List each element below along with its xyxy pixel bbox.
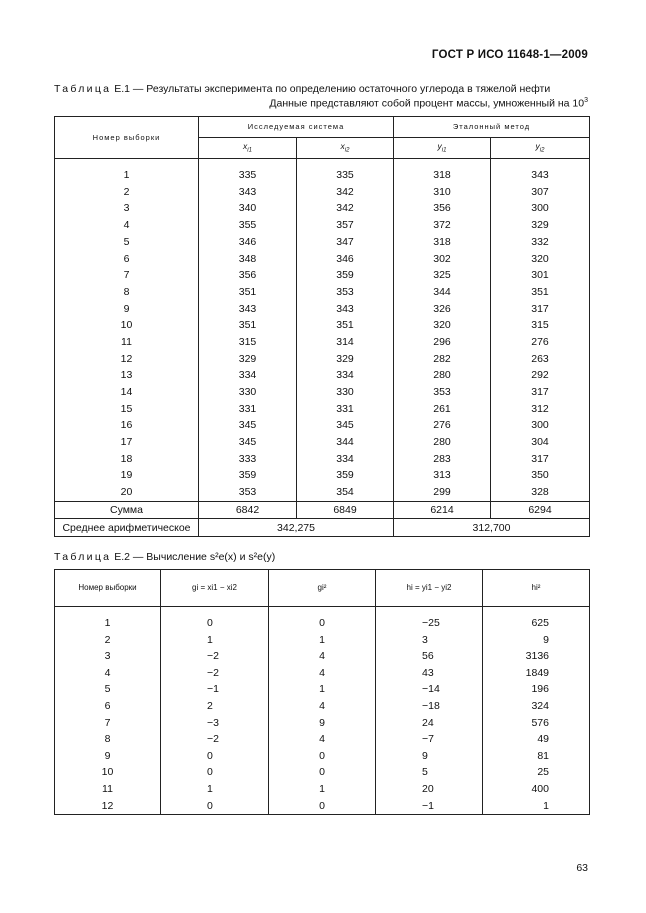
table1-cell: 342: [297, 184, 394, 201]
table2-cell: 625: [483, 615, 590, 632]
table2-sample-number: 3: [55, 648, 161, 665]
table2-cell: 576: [483, 715, 590, 732]
table2-cell: −1: [376, 798, 483, 815]
table1-cell: 330: [199, 384, 297, 401]
table1-cell: 334: [297, 367, 394, 384]
table2-cell: 20: [376, 781, 483, 798]
table-row: [55, 167, 590, 184]
table2-cell: 25: [483, 764, 590, 781]
table1-sample-number: 4: [55, 217, 199, 234]
table2-col-h: hi = yi1 − yi2: [376, 570, 483, 607]
table2-cell: −18: [376, 698, 483, 715]
table2-body: [55, 615, 590, 815]
table1-cell: 353: [394, 384, 491, 401]
table-row: [55, 731, 590, 748]
table2-cell: 81: [483, 748, 590, 765]
table1-cell: 354: [297, 484, 394, 501]
table2-cell: 0: [161, 798, 269, 815]
table1-cell: 334: [297, 451, 394, 468]
table1-cell: 351: [199, 317, 297, 334]
table2-cell: 1: [483, 798, 590, 815]
table1-cell: 315: [491, 317, 590, 334]
table1-cell: 304: [491, 434, 590, 451]
table-row: [55, 234, 590, 251]
table1-cell: 359: [297, 467, 394, 484]
table1-sample-number: 2: [55, 184, 199, 201]
table1-cell: 355: [199, 217, 297, 234]
table-row: [55, 715, 590, 732]
table1-average-reference: 312,700: [394, 519, 590, 537]
table2-cell: 2: [161, 698, 269, 715]
table1-cell: 280: [394, 434, 491, 451]
table-row: [55, 284, 590, 301]
table1-cell: 351: [199, 284, 297, 301]
table-row: [55, 384, 590, 401]
table1-sample-number: 9: [55, 301, 199, 318]
document-id: ГОСТ Р ИСО 11648-1—2009: [431, 49, 588, 61]
table1-group-test-system: Исследуемая система: [199, 117, 394, 138]
table1-cell: 263: [491, 351, 590, 368]
table1-cell: 300: [491, 200, 590, 217]
table-row: [55, 615, 590, 632]
table1-cell: 356: [199, 267, 297, 284]
table1-cell: 326: [394, 301, 491, 318]
table-row: [55, 301, 590, 318]
table2-col-h-squared: hi²: [483, 570, 590, 607]
table1-sample-number: 20: [55, 484, 199, 501]
table1-col-yi1: $y_{i1}$: [394, 138, 491, 159]
table2-cell: 9: [269, 715, 376, 732]
table1-cell: 346: [199, 234, 297, 251]
table1-cell: 343: [199, 301, 297, 318]
table1-cell: 317: [491, 301, 590, 318]
table1-sum-cell: 6214: [394, 501, 491, 519]
table1-cell: 345: [199, 434, 297, 451]
table2-cell: −1: [161, 681, 269, 698]
table1-cell: 353: [199, 484, 297, 501]
table-row: [55, 401, 590, 418]
table1-sample-number: 13: [55, 367, 199, 384]
table-row: [55, 681, 590, 698]
table1-cell: 282: [394, 351, 491, 368]
table2-caption-formula-2: s²e(y): [248, 551, 276, 563]
table2-cell: 3: [376, 632, 483, 649]
table2-cell: 4: [269, 698, 376, 715]
table1-sample-number: 10: [55, 317, 199, 334]
table2-cell: 5: [376, 764, 483, 781]
table2-cell: −2: [161, 665, 269, 682]
table2-cell: 324: [483, 698, 590, 715]
table1-cell: 344: [394, 284, 491, 301]
table-row: [55, 798, 590, 815]
table1-sum-cell: 6294: [491, 501, 590, 519]
table1-col-sample: Номер выборки: [55, 117, 199, 159]
table2-col-g: gi = xi1 − xi2: [161, 570, 269, 607]
table2-sample-number: 9: [55, 748, 161, 765]
table1-cell: 292: [491, 367, 590, 384]
table1-col-xi1: $x_{i1}$: [199, 138, 297, 159]
table2-cell: 400: [483, 781, 590, 798]
table2-cell: 1: [161, 781, 269, 798]
table2-cell: 0: [269, 798, 376, 815]
table1-cell: 276: [394, 417, 491, 434]
table1-cell: 320: [394, 317, 491, 334]
table2-sample-number: 12: [55, 798, 161, 815]
table-row: [55, 434, 590, 451]
table1-cell: 351: [297, 317, 394, 334]
table2-cell: 0: [161, 615, 269, 632]
table1-cell: 329: [491, 217, 590, 234]
table1-sum-cell: 6849: [297, 501, 394, 519]
table2-cell: 0: [161, 764, 269, 781]
table1-sample-number: 3: [55, 200, 199, 217]
table2-sample-number: 6: [55, 698, 161, 715]
table-row: [55, 267, 590, 284]
table1-sample-number: 5: [55, 234, 199, 251]
table1-sample-number: 7: [55, 267, 199, 284]
table1-sample-number: 15: [55, 401, 199, 418]
table2-cell: 1: [269, 681, 376, 698]
table1-cell: 280: [394, 367, 491, 384]
table2-cell: −7: [376, 731, 483, 748]
table1-cell: 332: [491, 234, 590, 251]
table2-header-row: [55, 570, 590, 607]
table1-cell: 318: [394, 167, 491, 184]
table1-cell: 325: [394, 267, 491, 284]
table2-cell: 1: [161, 632, 269, 649]
table2-caption: [54, 551, 275, 563]
table1-col-yi2: $y_{i2}$: [491, 138, 590, 159]
table1-sample-number: 19: [55, 467, 199, 484]
table2-sample-number: 5: [55, 681, 161, 698]
table1-cell: 357: [297, 217, 394, 234]
table2-cell: 0: [269, 615, 376, 632]
table2-cell: 43: [376, 665, 483, 682]
table1-cell: 359: [199, 467, 297, 484]
table1-note-text: Данные представляют собой процент массы, умноженный на 10: [269, 97, 585, 110]
table1-cell: 320: [491, 250, 590, 267]
table-row: [55, 451, 590, 468]
table2-cell: 56: [376, 648, 483, 665]
table2-cell: 9: [483, 632, 590, 649]
table1-sum-row: [55, 501, 590, 519]
table1-sum-cell: 6842: [199, 501, 297, 519]
table1-cell: 329: [297, 351, 394, 368]
table2-cell: 4: [269, 648, 376, 665]
table-row: [55, 417, 590, 434]
table1-cell: 345: [199, 417, 297, 434]
table1-cell: 348: [199, 250, 297, 267]
table1-cell: 372: [394, 217, 491, 234]
table1-cell: 351: [491, 284, 590, 301]
table1-sample-number: 1: [55, 167, 199, 184]
table1-cell: 313: [394, 467, 491, 484]
table-row: [55, 367, 590, 384]
table1-cell: 342: [297, 200, 394, 217]
table-row: [55, 351, 590, 368]
table2-caption-text: Е.2 — Вычисление: [111, 551, 210, 563]
table1-header-row: [55, 117, 590, 138]
table2-col-sample: Номер выборки: [55, 570, 161, 607]
table1-cell: 296: [394, 334, 491, 351]
table1-cell: 334: [199, 367, 297, 384]
table-row: [55, 632, 590, 649]
table1-caption-text: Е.1 — Результаты эксперимента по определению остаточного углерода в тяжелой нефти: [111, 83, 551, 95]
table2-cell: 49: [483, 731, 590, 748]
table1-average-test-system: 342,275: [199, 519, 394, 537]
table-row: [55, 467, 590, 484]
table1-cell: 335: [199, 167, 297, 184]
table1-cell: 331: [297, 401, 394, 418]
table2-cell: 9: [376, 748, 483, 765]
table2-caption-label: Таблица: [54, 551, 112, 563]
table1-cell: 356: [394, 200, 491, 217]
table1-cell: 346: [297, 250, 394, 267]
table1-sample-number: 18: [55, 451, 199, 468]
table-row: [55, 698, 590, 715]
table2-cell: 0: [161, 748, 269, 765]
table1-cell: 310: [394, 184, 491, 201]
table-row: [55, 764, 590, 781]
table1-cell: 315: [199, 334, 297, 351]
table1-units-note: [269, 97, 588, 110]
table1-cell: 343: [491, 167, 590, 184]
table1-cell: 330: [297, 384, 394, 401]
table-row: [55, 317, 590, 334]
table2-sample-number: 10: [55, 764, 161, 781]
table2-cell: 24: [376, 715, 483, 732]
table1-cell: 331: [199, 401, 297, 418]
table2-sample-number: 8: [55, 731, 161, 748]
table1-cell: 300: [491, 417, 590, 434]
table1-sample-number: 17: [55, 434, 199, 451]
table1-sample-number: 12: [55, 351, 199, 368]
table1-sample-number: 16: [55, 417, 199, 434]
table-row: [55, 217, 590, 234]
table1-cell: 344: [297, 434, 394, 451]
table1-cell: 312: [491, 401, 590, 418]
table1-cell: 328: [491, 484, 590, 501]
table1-cell: 283: [394, 451, 491, 468]
table2: [54, 569, 590, 815]
table2-caption-and: и: [236, 551, 249, 563]
table-row: [55, 334, 590, 351]
table-row: [55, 781, 590, 798]
table1-sum-label: Сумма: [55, 501, 199, 519]
table2-sample-number: 1: [55, 615, 161, 632]
table-row: [55, 200, 590, 217]
table1-cell: 335: [297, 167, 394, 184]
table1-average-label: Среднее арифметическое: [55, 519, 199, 537]
table2-cell: −14: [376, 681, 483, 698]
table1-body: [55, 167, 590, 501]
table1-cell: 347: [297, 234, 394, 251]
table1-cell: 333: [199, 451, 297, 468]
table1: [54, 116, 590, 537]
table-row: [55, 748, 590, 765]
table2-sample-number: 2: [55, 632, 161, 649]
table2-col-g-squared: gi²: [269, 570, 376, 607]
table1-cell: 359: [297, 267, 394, 284]
table1-cell: 314: [297, 334, 394, 351]
table2-sample-number: 7: [55, 715, 161, 732]
table1-cell: 343: [199, 184, 297, 201]
table2-cell: 4: [269, 665, 376, 682]
table1-cell: 276: [491, 334, 590, 351]
table-row: [55, 184, 590, 201]
table2-cell: 3136: [483, 648, 590, 665]
table1-sample-number: 6: [55, 250, 199, 267]
table1-cell: 299: [394, 484, 491, 501]
table1-average-row: [55, 519, 590, 537]
table2-cell: 1: [269, 781, 376, 798]
table2-cell: 0: [269, 748, 376, 765]
table2-cell: −25: [376, 615, 483, 632]
table2-cell: −2: [161, 648, 269, 665]
table2-cell: −3: [161, 715, 269, 732]
table-row: [55, 484, 590, 501]
table1-note-exponent: 3: [584, 97, 588, 104]
table1-cell: 317: [491, 384, 590, 401]
table1-cell: 343: [297, 301, 394, 318]
table2-sample-number: 11: [55, 781, 161, 798]
table1-cell: 261: [394, 401, 491, 418]
table2-cell: 0: [269, 764, 376, 781]
table-row: [55, 665, 590, 682]
table1-cell: 350: [491, 467, 590, 484]
table1-cell: 340: [199, 200, 297, 217]
table2-sample-number: 4: [55, 665, 161, 682]
table1-cell: 302: [394, 250, 491, 267]
table2-cell: 1849: [483, 665, 590, 682]
table1-sample-number: 14: [55, 384, 199, 401]
table1-group-reference-method: Эталонный метод: [394, 117, 590, 138]
table1-caption-label: Таблица: [54, 83, 112, 95]
table2-cell: 196: [483, 681, 590, 698]
table1-cell: 318: [394, 234, 491, 251]
table1-cell: 345: [297, 417, 394, 434]
table1-col-xi2: $x_{i2}$: [297, 138, 394, 159]
table1-sample-number: 11: [55, 334, 199, 351]
table1-cell: 329: [199, 351, 297, 368]
table1-cell: 353: [297, 284, 394, 301]
table1-sample-number: 8: [55, 284, 199, 301]
table2-cell: 1: [269, 632, 376, 649]
table1-cell: 301: [491, 267, 590, 284]
page-number: 63: [576, 862, 588, 874]
table1-cell: 317: [491, 451, 590, 468]
table1-caption: [54, 83, 550, 95]
table1-cell: 307: [491, 184, 590, 201]
table2-caption-formula-1: s²e(x): [209, 551, 237, 563]
table-row: [55, 250, 590, 267]
table2-cell: −2: [161, 731, 269, 748]
table-row: [55, 648, 590, 665]
table2-cell: 4: [269, 731, 376, 748]
